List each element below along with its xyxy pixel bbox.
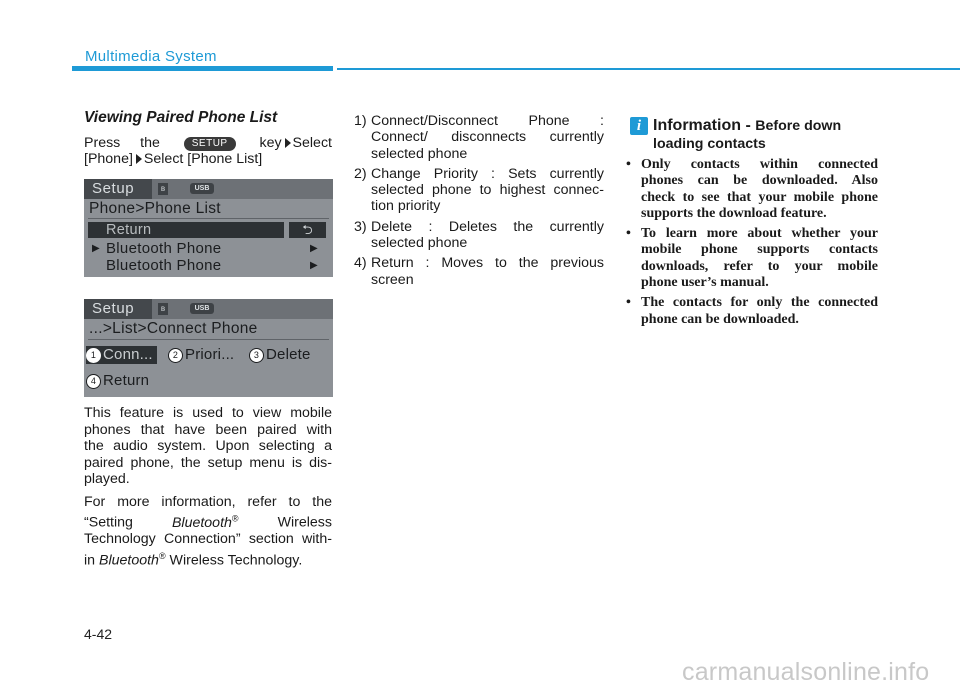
option-label: Delete — [266, 346, 311, 363]
intro-text: Select [Phone List] — [143, 151, 263, 167]
column-2-list — [354, 113, 604, 292]
intro-text: Press the — [84, 134, 160, 151]
para2-line: For more information, refer to the — [84, 493, 332, 510]
bullet-item: • To learn more about whether your mobile phone supports contacts downloads, refer to your mobile phone user’s manual. — [626, 226, 878, 291]
list-item — [92, 240, 318, 257]
option-connect — [86, 346, 157, 364]
breadcrumb: Phone>Phone List — [89, 200, 221, 217]
list-item: 4) Return : Moves to the previous screen — [354, 255, 604, 288]
para2-line: “Setting Bluetooth® Wireless — [84, 513, 332, 531]
arrow-right-icon — [136, 154, 142, 164]
usb-icon: USB — [190, 303, 214, 314]
info-title-line2: loading contacts — [653, 136, 766, 152]
option-label: Conn... — [103, 346, 153, 363]
section-heading: Viewing Paired Phone List — [84, 109, 278, 126]
bullet-item: • The contacts for only the connected phone can be downloaded. — [626, 295, 878, 327]
info-icon: i — [630, 117, 648, 135]
para2-line: in Bluetooth® Wireless Technology. — [84, 550, 303, 569]
list-item — [92, 257, 318, 274]
usb-icon: USB — [190, 183, 214, 194]
return-row: Return — [88, 222, 284, 238]
option-label: Priori... — [185, 346, 235, 363]
para1-line: the audio system. Upon selecting a — [84, 438, 332, 454]
intro-text: Select — [292, 134, 332, 151]
list-item: 2) Change Priority : Sets currently selected phone to highest connec- tion priority — [354, 165, 604, 215]
intro-line-2 — [84, 151, 332, 168]
column-1-intro — [84, 110, 332, 168]
para1-line: played. — [84, 471, 130, 487]
section-title: Multimedia System — [85, 48, 217, 65]
number-3-icon: 3 — [249, 348, 264, 363]
screen-connect-phone — [84, 299, 333, 397]
page-number: 4-42 — [84, 626, 113, 642]
number-1-icon: 1 — [86, 348, 101, 363]
para2-line: Technology Connection” section with- — [84, 531, 332, 548]
divider — [88, 218, 329, 219]
intro-line-1 — [84, 135, 332, 152]
para1-line: phones that have been paired with — [84, 421, 332, 438]
number-4-icon: 4 — [86, 374, 101, 389]
header-rule-thick — [72, 66, 333, 71]
list-item-label: Bluetooth Phone — [106, 257, 222, 274]
chevron-right-icon: ▶ — [310, 260, 318, 271]
option-priority — [168, 346, 234, 364]
list-item: 3) Delete : Deletes the currently selected phone — [354, 218, 604, 252]
divider — [88, 339, 329, 340]
breadcrumb: ...>List>Connect Phone — [89, 320, 258, 337]
tab-setup: Setup — [84, 179, 152, 199]
para1-line: paired phone, the setup menu is dis- — [84, 454, 332, 471]
bullet-item: • Only contacts within connected phones can be downloaded. Also check to see that your mobile phone supports the download feature. — [626, 157, 878, 221]
bluetooth-icon: ʙ — [158, 303, 168, 315]
arrow-right-icon: ▶ — [92, 243, 100, 254]
setup-key-icon: SETUP — [184, 137, 236, 151]
intro-text: key — [259, 134, 282, 151]
column-3-bullets — [626, 157, 878, 332]
tab-setup: Setup — [84, 299, 152, 319]
watermark: carmanualsonline.info — [682, 658, 930, 686]
bluetooth-icon: ʙ — [158, 183, 168, 195]
screen-phone-list — [84, 179, 333, 277]
list-item-label: Bluetooth Phone — [106, 240, 222, 257]
option-label: Return — [103, 372, 150, 389]
number-2-icon: 2 — [168, 348, 183, 363]
info-title: Information - Before down — [653, 117, 842, 134]
chevron-right-icon: ▶ — [310, 243, 318, 254]
option-delete — [249, 346, 311, 364]
para1-line: This feature is used to view mobile — [84, 405, 332, 421]
header-rule-thin — [337, 68, 960, 70]
back-icon: ⮌ — [289, 222, 326, 238]
column-1-description — [84, 405, 332, 569]
intro-text: [Phone] — [84, 151, 133, 167]
list-item: 1) Connect/Disconnect Phone : Connect/ disconnects currently selected phone — [354, 113, 604, 162]
option-return — [86, 372, 149, 390]
arrow-right-icon — [285, 138, 291, 148]
